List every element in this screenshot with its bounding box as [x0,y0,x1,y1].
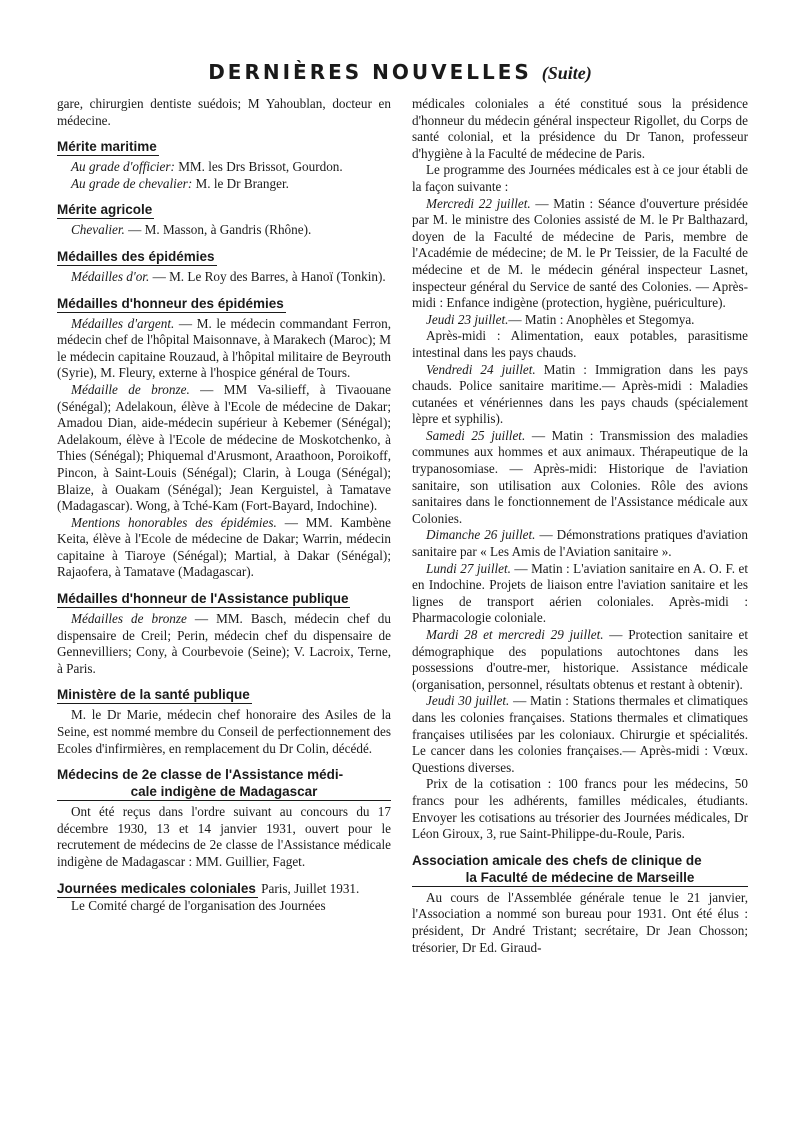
jeudi23-text: — Matin : Anophèles et Stegomya. [508,311,695,327]
vendredi-text: Matin : Immigration dans les pays chauds. Police sanitaire maritime.— Après-midi : Maladies cutanées et vénériennes dans les pays chauds (spécialement lèpre et syphilis). [412,361,749,427]
bronze-paragraph [57,382,391,515]
agricole-label: Chevalier. [71,222,125,238]
officier-text: MM. les Drs Brissot, Gourdon. [174,159,343,175]
merite-maritime-chevalier [57,176,391,193]
mardi-label: Mardi 28 et mercredi 29 juillet. [426,627,604,642]
bronze-text: — MM Va-silieff, à Tivaouane (Sénégal); Adelakoun, élève à l'Ecole de médecine de Dakar; Amadou Dian, aide-médecin supérieur à Kebemer (Sénégal); Adelakoum, élève à l'Ecole de médecine de Moskotchenko, à Thies (Sénégal); Phiquemal d'Arusmont, Araathoon, Poroikoff, Pincon, à Saint-Louis (Sénégal); Clarin, à Louga (Sénégal); Blaize, à Ouakam (Sénégal); Jean Kerguistel, à Tamatave (Madagascar). Wong, à Tché-Kam (Fort-Bayard, Indochine). [57,381,391,514]
heading-ministere: Ministère de la santé publique [57,687,250,703]
heading-medailles-epidemies: Médailles des épidémies [57,248,215,264]
medailles-epidemies-paragraph [57,269,391,286]
heading-merite-maritime: Mérite maritime [57,139,157,155]
samedi-text: — Matin : Transmission des maladies communes aux hommes et aux animaux. Thérapeutique de la trypanosomiase. — Après-midi: Historique de l'aviation sanitaire, son utilisation aux Colonies. Rôle des avions sanitaires dans le fonctionnement de l'Assistance médicale aux Colonies. [412,427,748,526]
heading-medailles-honneur-epidemies: Médailles d'honneur des épidémies [57,295,284,311]
jeudi30-paragraph [412,693,748,776]
header-title: DERNIÈRES NOUVELLES [208,60,532,84]
left-column [57,96,391,914]
argent-label: Médailles d'argent. [71,315,175,331]
medecins-paragraph: Ont été reçus dans l'ordre suivant au concours du 17 décembre 1930, 13 et 14 janvier 1931, ouvert pour le recrutement de médecins de 2e classe de l'Assistance médicale indigène de Madagascar : MM. Guillier, Faget. [57,804,391,869]
merite-maritime-officier [57,159,391,176]
assistance-paragraph [57,611,391,677]
argent-text: — M. le médecin commandant Ferron, médecin chef de l'hôpital Maisonnave, à Marakech (Maroc); M le médecin capitaine Rouzaud, à l'hôpital militaire de Beyrouth (Syrie), M. Fleury, externe à l'hospice général de Tours. [57,315,391,381]
association-heading-line1: Association amicale des chefs de clinique de [412,852,702,868]
journees-heading-block [57,880,391,898]
association-paragraph: Au cours de l'Assemblée générale tenue le 21 janvier, l'Association a nommé son bureau pour 1931. Ont été élus : président, Dr André Tristant; secrétaire, Dr Jean Chosson; trésorier, Dr Ed. Giraud- [412,889,748,955]
officier-label: Au grade d'officier: [71,159,175,175]
jeudi23-paragraph [412,312,748,329]
lundi-label: Lundi 27 juillet. [426,560,511,576]
heading-association [412,852,748,887]
mercredi-text: — Matin : Séance d'ouverture présidée par M. le ministre des Colonies assisté de M. le Pr Balthazard, doyen de la Faculté de médecine de Paris, membre de l'Académie de médecine; de M. le Pr Teissier, de la Faculté de médecine et de M. le médecin général inspecteur Lasnet, inspecteur général du Service de santé des Colonies. — Après-midi : Enfance indigène (protection, hygiène, puériculture). [412,195,748,311]
jeudi23-pm-paragraph: Après-midi : Alimentation, eaux potables, parasitisme intestinal dans les pays chauds. [412,328,748,360]
journees-heading-tail: Paris, Juillet 1931. [257,880,360,896]
assistance-text: — MM. Basch, médecin chef du dispensaire de Creil; Perin, médecin chef du dispensaire de Gennevilliers; Cony, à Courbevoie (Seine); V. Lacroix, Terne, à Paris. [57,611,391,676]
ministere-paragraph: M. le Dr Marie, médecin chef honoraire des Asiles de la Seine, est nommé membre du Conseil de perfectionnement des Ecoles d'infirmières, en remplacement du Dr Colin, décédé. [57,707,391,756]
mardi-text: — Protection sanitaire et démographique des populations autochtones dans les possessions d'outre-mer, historique. Assistance médicale (organisation, personnel, résultats obtenus et restant à obtenir). [412,627,748,692]
journees-paragraph: Le Comité chargé de l'organisation des Journées [71,897,326,913]
samedi-label: Samedi 25 juillet. [426,427,526,443]
right-p1: médicales coloniales a été constitué sous la présidence d'honneur du médecin général inspecteur Rigollet, du Corps de santé colonial, et la présidence du Dr Tanon, professeur d'hygiène à la Faculté de médecine de Paris. [412,96,748,161]
association-heading-line2: la Faculté de médecine de Marseille [412,869,748,887]
epidemies-text: — M. Le Roy des Barres, à Hanoï (Tonkin). [149,268,386,284]
argent-paragraph [57,316,391,382]
mardi-paragraph [412,627,748,693]
medecins-heading-line1: Médecins de 2e classe de l'Assistance médi- [57,767,344,783]
mentions-paragraph [57,515,391,581]
merite-agricole-paragraph [57,222,391,239]
mercredi-label: Mercredi 22 juillet. [426,195,531,211]
medecins-heading-line2: cale indigène de Madagascar [57,783,391,801]
heading-merite-agricole: Mérite agricole [57,202,153,218]
intro-paragraph: gare, chirurgien dentiste suédois; M Yahoublan, docteur en médecine. [57,96,391,128]
dimanche-paragraph [412,527,748,560]
mentions-text: — MM. Kambène Keita, élève à l'Ecole de médecine de Dakar; Warrin, médecin capitaine à Tiaroye (Sénégal); Martial, à Dakar (Sénégal); Rajaofera, à Tamatave (Madagascar). [57,514,391,580]
lundi-paragraph [412,561,748,627]
jeudi23-label: Jeudi 23 juillet. [426,311,509,327]
right-column [412,96,748,956]
vendredi-paragraph [412,362,748,428]
cotisation-paragraph: Prix de la cotisation : 100 francs pour les médecins, 50 francs pour les adhérents, familles médicales, étudiants. Envoyer les cotisations au trésorier des Journées médicales, Dr Léon Giroux, 3, rue Saint-Philippe-du-Roule, Paris. [412,776,748,842]
mentions-label: Mentions honorables des épidémies. [71,514,277,530]
header-subtitle: (Suite) [541,63,592,83]
page-header [0,60,800,84]
epidemies-label: Médailles d'or. [71,268,150,284]
right-p2: Le programme des Journées médicales est à ce jour établi de la façon suivante : [412,162,748,194]
chevalier-label: Au grade de chevalier: [71,175,193,191]
jeudi30-label: Jeudi 30 juillet. [426,693,510,709]
mercredi-paragraph [412,196,748,312]
lundi-text: — Matin : L'aviation sanitaire en A. O. F. et en Indochine. Projets de liaison entre l'aviation sanitaire et les lignes de transport aérien coloniales. Après-midi : Pharmacologie coloniale. [412,560,748,626]
dimanche-label: Dimanche 26 juillet. [426,527,536,543]
heading-journees: Journées medicales coloniales [57,880,256,896]
heading-medailles-assistance: Médailles d'honneur de l'Assistance publique [57,591,349,607]
dimanche-text: — Démonstrations pratiques d'aviation sanitaire par « Les Amis de l'Aviation sanitaire ». [412,527,748,560]
heading-medecins [57,766,391,801]
chevalier-text: M. le Dr Branger. [192,175,289,191]
bronze-label: Médaille de bronze. [71,381,190,397]
samedi-paragraph [412,428,748,528]
agricole-text: — M. Masson, à Gandris (Rhône). [124,222,312,238]
assistance-label: Médailles de bronze [71,611,187,627]
jeudi30-text: — Matin : Stations thermales et climatiques dans les colonies françaises. Stations thermales et climatiques françaises utilisées par les coloniaux. Chirurgie et spécialités. Le cancer dans les colonies françaises.— Après-midi : Vœux. Questions diverses. [412,693,748,775]
vendredi-label: Vendredi 24 juillet. [426,361,536,377]
